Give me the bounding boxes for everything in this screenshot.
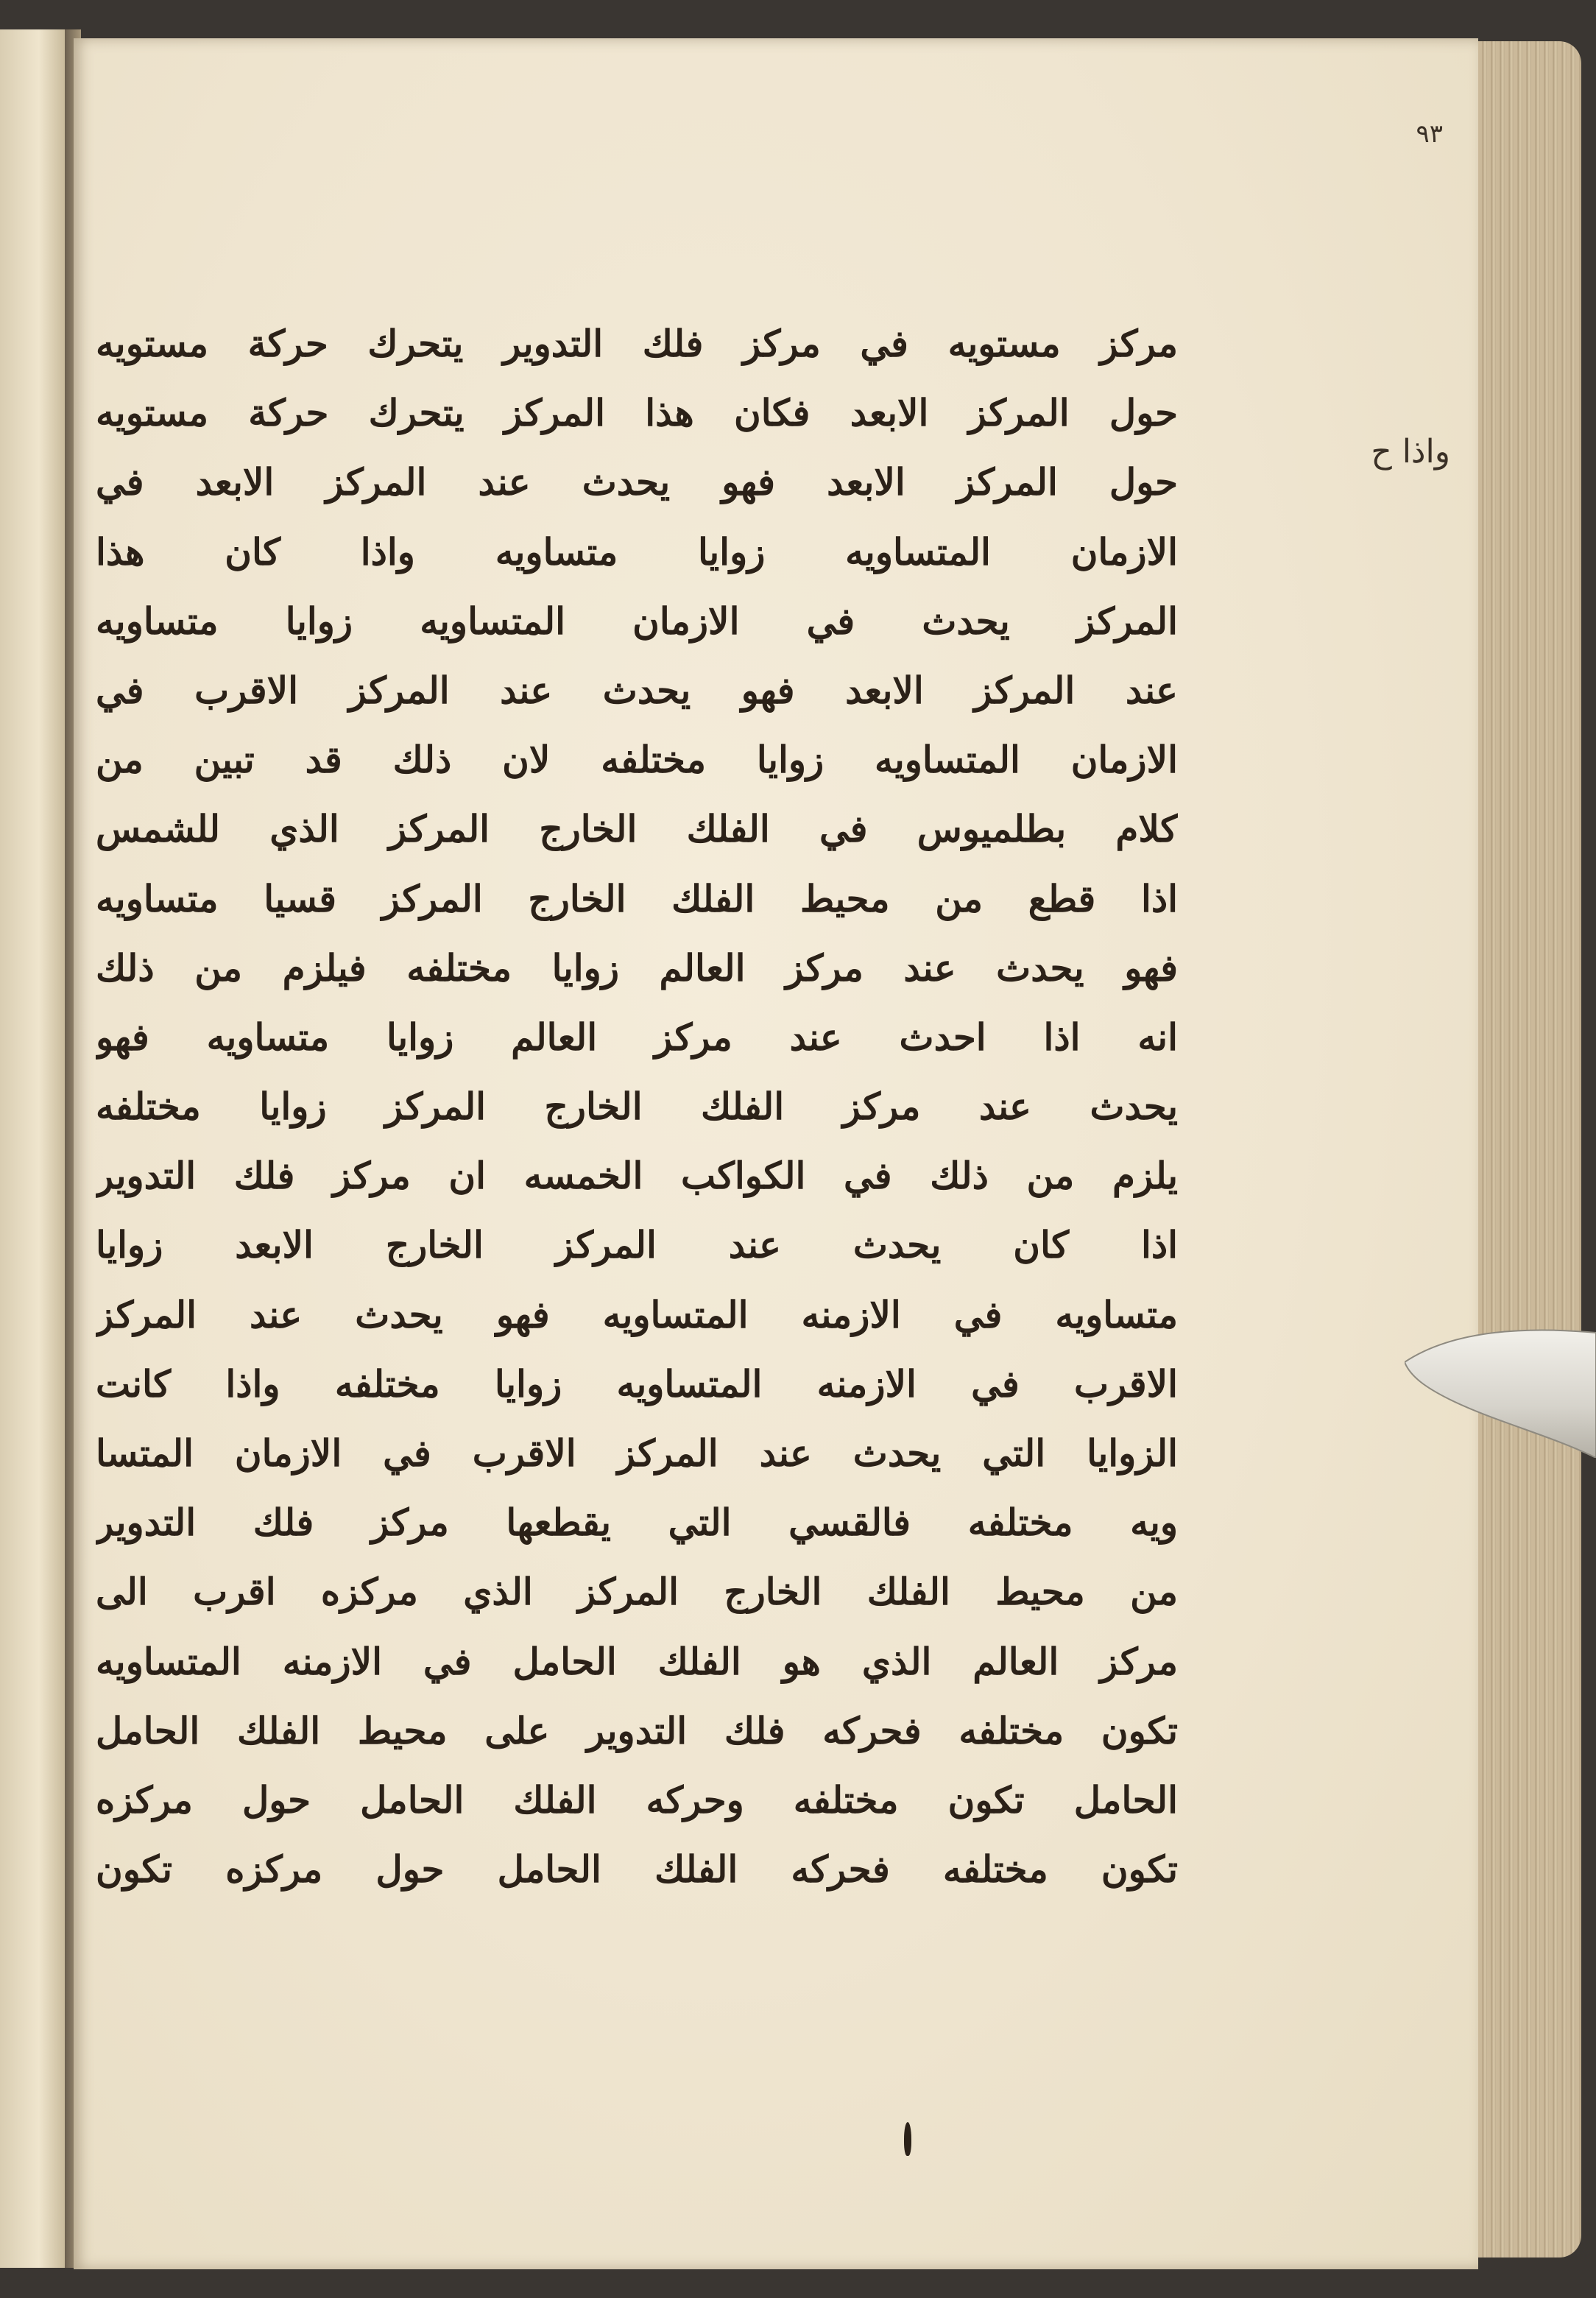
ink-mark <box>904 2122 911 2156</box>
text-line: تكون مختلفه فحركه الفلك الحامل حول مركزه تكون <box>96 1847 1178 1892</box>
page-edges <box>1478 41 1581 2258</box>
margin-note: واذا ح <box>1371 433 1450 470</box>
text-line: يحدث عند مركز الفلك الخارج المركز زوايا مختلفه <box>96 1085 1178 1129</box>
text-line: من محيط الفلك الخارج المركز الذي مركزه اقرب الى <box>96 1570 1178 1614</box>
text-line: يلزم من ذلك في الكواكب الخمسه ان مركز فلك التدوير <box>96 1154 1178 1198</box>
text-line: الازمان المتساويه زوايا متساويه واذا كان هذا <box>96 529 1178 574</box>
text-line: الزوايا التي يحدث عند المركز الاقرب في الازمان المتسا <box>96 1431 1178 1475</box>
text-line: حول المركز الابعد فهو يحدث عند المركز الابعد في <box>96 460 1178 504</box>
text-line: اذا قطع من محيط الفلك الخارج المركز قسيا متساويه <box>96 876 1178 920</box>
text-line: الحامل تكون مختلفه وحركه الفلك الحامل حول مركزه <box>96 1777 1178 1822</box>
bone-folder-page-marker <box>1405 1311 1596 1458</box>
text-line: اذا كان يحدث عند المركز الخارج الابعد زوايا <box>96 1223 1178 1267</box>
text-line: مركز العالم الذي هو الفلك الحامل في الازمنه المتساويه <box>96 1639 1178 1683</box>
text-line: ويه مختلفه فالقسي التي يقطعها مركز فلك التدوير <box>96 1501 1178 1545</box>
text-line: الاقرب في الازمنه المتساويه زوايا مختلفه واذا كانت <box>96 1361 1178 1406</box>
text-line: انه اذا احدث عند مركز العالم زوايا متساويه فهو <box>96 1015 1178 1059</box>
text-line: تكون مختلفه فحركه فلك التدوير على محيط الفلك الحامل <box>96 1708 1178 1752</box>
text-line: متساويه في الازمنه المتساويه فهو يحدث عند المركز <box>96 1292 1178 1336</box>
text-line: مركز مستويه في مركز فلك التدوير يتحرك حركة مستويه <box>96 322 1178 365</box>
text-line: فهو يحدث عند مركز العالم زوايا مختلفه فيلزم من ذلك <box>96 945 1178 990</box>
folio-number: ٩٣ <box>1416 119 1443 149</box>
text-line: المركز يحدث في الازمان المتساويه زوايا متساويه <box>96 599 1178 643</box>
text-line: كلام بطلميوس في الفلك الخارج المركز الذي للشمس <box>96 807 1178 851</box>
facing-page-edge <box>0 29 68 2268</box>
text-line: حول المركز الابعد فكان هذا المركز يتحرك حركة مستويه <box>96 391 1178 435</box>
text-block <box>96 309 1178 1973</box>
text-line: عند المركز الابعد فهو يحدث عند المركز الاقرب في <box>96 668 1178 712</box>
text-line: الازمان المتساويه زوايا مختلفه لان ذلك قد تبين من <box>96 738 1178 782</box>
